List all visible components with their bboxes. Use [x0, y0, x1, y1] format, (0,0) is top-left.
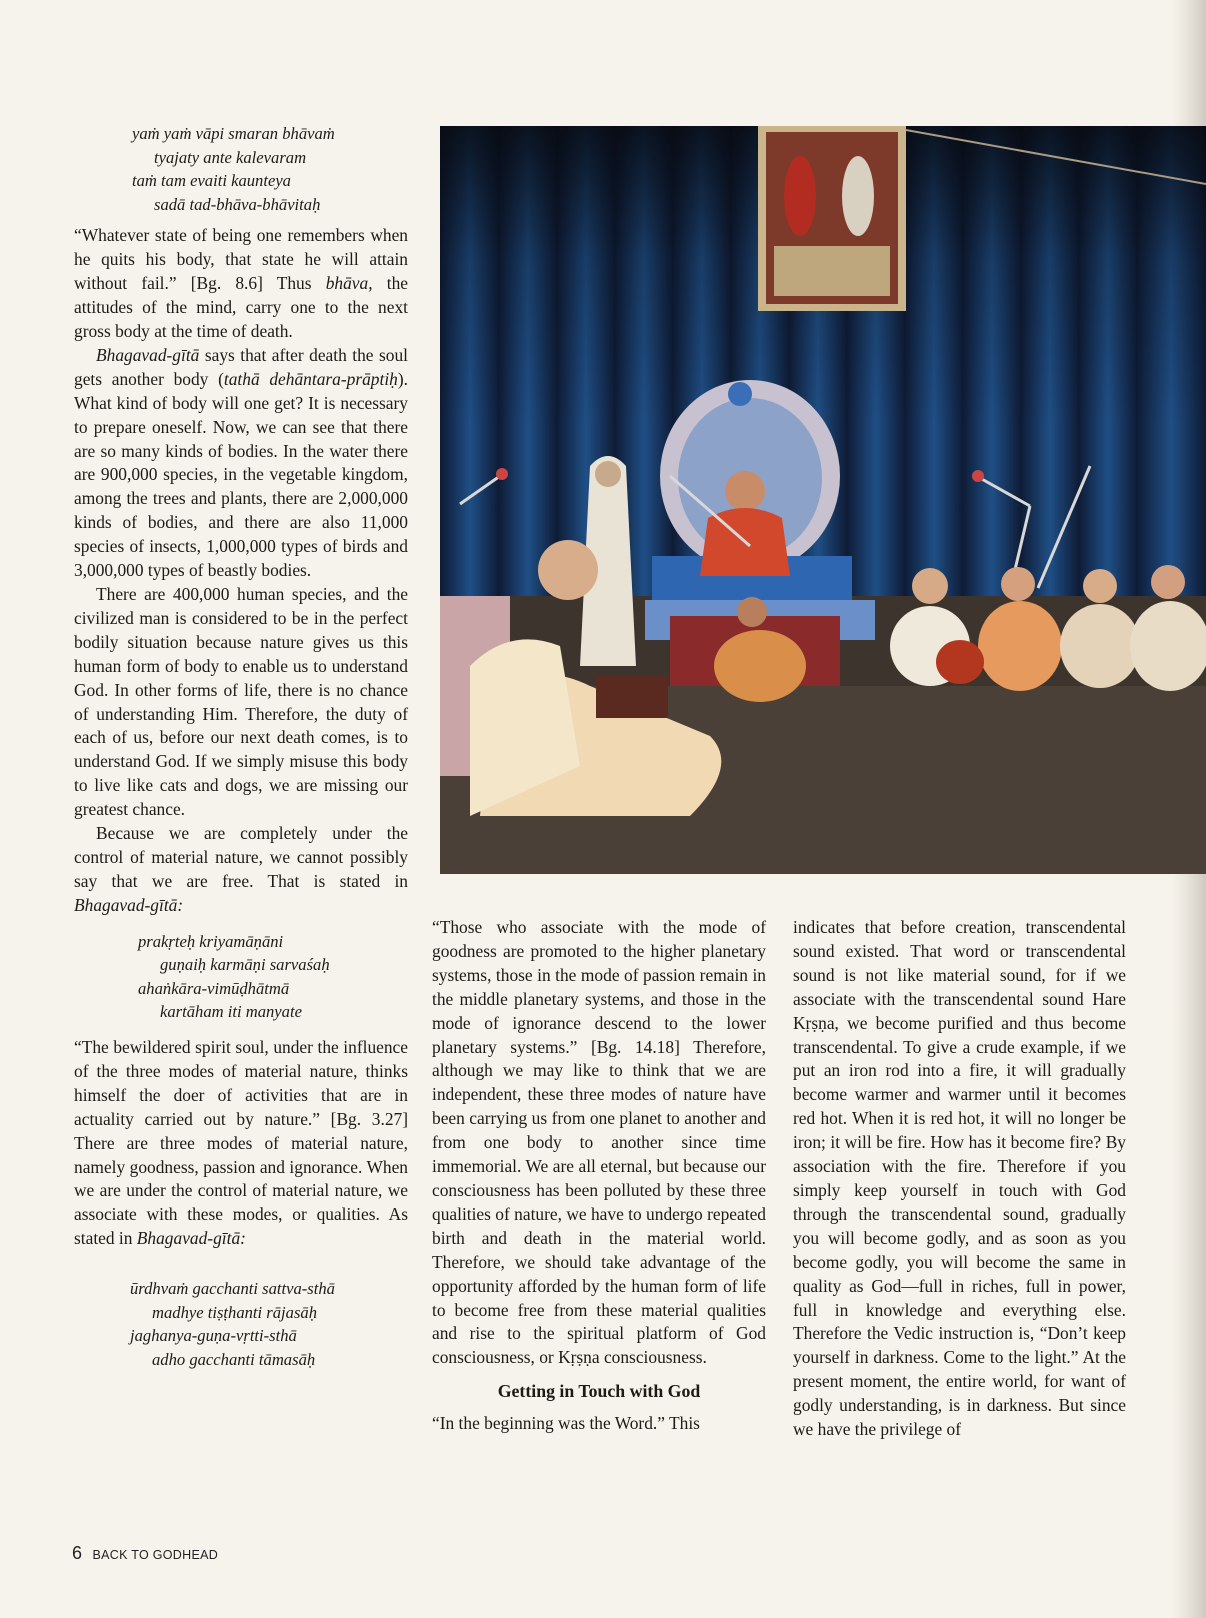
page-footer — [72, 1543, 218, 1564]
paragraph: “Those who associate with the mode of goodness are promoted to the higher planetary systems, those in the mode of passion remain in the middle planetary systems, and those in the mode of ignorance descend to the lower planetary systems.” [Bg. 14.18] Therefore, although we may like to think that we are independent, these three modes of nature have been carrying us from one planet to another and from one body to another since time immemorial. We are all eternal, but because our consciousness has been polluted by these three qualities of nature, we have to undergo repeated birth and death in the material world. Therefore, we should take advantage of the opportunity afforded by the human form of life to become free from these material qualities and rise to the spiritual platform of God consciousness, or Kṛṣṇa consciousness. — [432, 917, 766, 1368]
verse-line: taṁ tam evaiti kaunteya — [132, 171, 291, 191]
column-1 — [74, 122, 408, 1372]
verse-line: madhye tiṣṭhanti rājasāḥ — [152, 1302, 318, 1322]
verse-line: jaghanya-guṇa-vṛtti-sthā — [130, 1326, 297, 1346]
verse-line: prakṛteḥ kriyamāṇāni — [138, 931, 284, 951]
hanging-picture — [758, 126, 906, 311]
verse-line: yaṁ yaṁ vāpi smaran bhāvaṁ — [132, 124, 335, 143]
paragraph: There are 400,000 human species, and the civilized man is considered to be in the perfect bodily situation because nature gives us this human form of body to enable us to understand God. In other forms of life, there is no chance of understanding Him. Therefore, the duty of each of us, before our next death comes, is to understand God. If we simply misuse this body to live like cats and dogs, we are missing our greatest chance. — [74, 583, 408, 820]
verse-line: tyajaty ante kalevaram — [154, 147, 307, 167]
verse-bg-8-6 — [74, 122, 408, 216]
harmonium — [596, 676, 668, 718]
column-2 — [432, 916, 766, 1436]
mridanga-drum — [936, 640, 984, 684]
verse-line: adho gacchanti tāmasāḥ — [152, 1349, 316, 1369]
page-number: 6 — [72, 1543, 83, 1563]
mic-head — [972, 470, 984, 482]
stage-photo — [440, 126, 1206, 874]
mic-head — [496, 468, 508, 480]
magazine-title: BACK TO GODHEAD — [92, 1548, 219, 1562]
paragraph: “The bewildered spirit soul, under the influence of the three modes of material nature, thinks himself the doer of activities that are in actuality carried out by nature.” [Bg. 3.27] There are three modes of material nature, namely goodness, passion and ignorance. When we are under the control of material nature, we associate with these modes, or qualities. As stated in Bhagavad-gītā: — [74, 1037, 408, 1249]
verse-line: ūrdhvaṁ gacchanti sattva-sthā — [130, 1279, 335, 1299]
verse-bg-3-27 — [74, 930, 408, 1024]
paragraph: indicates that before creation, transcendental sound existed. That word or transcendental sound is not like material sound, for if we associate with the transcendental sound Hare Kṛṣṇa, we become purified and thus become transcendental. To give a crude example, if we put an iron rod into a fire, it will gradually become warmer and warmer until it becomes red hot. When it is red hot, it will no longer be iron; it will be fire. How has it become fire? By association with the fire. Therefore if you simply keep yourself in touch with God through the transcendental sound, gradually you will become godly, and as soon as you become godly, you will become the same in quality as God—full in riches, full in power, full in knowledge and everything else. Therefore the Vedic instruction is, “Don’t keep yourself in darkness. Come to the light.” At the present moment, the entire world, for want of godly understanding, is in darkness. But since we have the privilege of — [793, 917, 1126, 1440]
verse-line: ahaṅkāra-vimūḍhātmā — [138, 978, 290, 998]
column-3 — [793, 916, 1126, 1442]
verse-line: guṇaiḥ karmāṇi sarvaśaḥ — [160, 955, 330, 975]
section-heading: Getting in Touch with God — [497, 1381, 701, 1402]
paragraph: “Whatever state of being one remembers when he quits his body, that state he will attain without fail.” [Bg. 8.6] Thus bhāva, the attitudes of the mind, carry one to the next gross body at the time of death. — [74, 225, 408, 341]
verse-line: sadā tad-bhāva-bhāvitaḥ — [154, 194, 321, 214]
paragraph: Bhagavad-gītā says that after death the soul gets another body (tathā dehāntara-prāptiḥ). What kind of body will one get? It is necessary to prepare oneself. Now, we can see that there are so many kinds of bodies. In the water there are 900,000 species, in the vegetable kingdom, among the trees and plants, there are 2,000,000 kinds of bodies, and there are also 11,000 species of insects, 1,000,000 types of birds and 3,000,000 types of beastly bodies. — [74, 344, 408, 581]
paragraph: Because we are completely under the control of material nature, we cannot possibly say that we are free. That is stated in Bhagavad-gītā: — [74, 823, 408, 915]
verse-line: kartāham iti manyate — [160, 1002, 302, 1022]
verse-bg-14-18 — [74, 1277, 408, 1371]
stage-photo-illustration — [440, 126, 1206, 874]
paragraph: “In the beginning was the Word.” This — [432, 1413, 700, 1434]
